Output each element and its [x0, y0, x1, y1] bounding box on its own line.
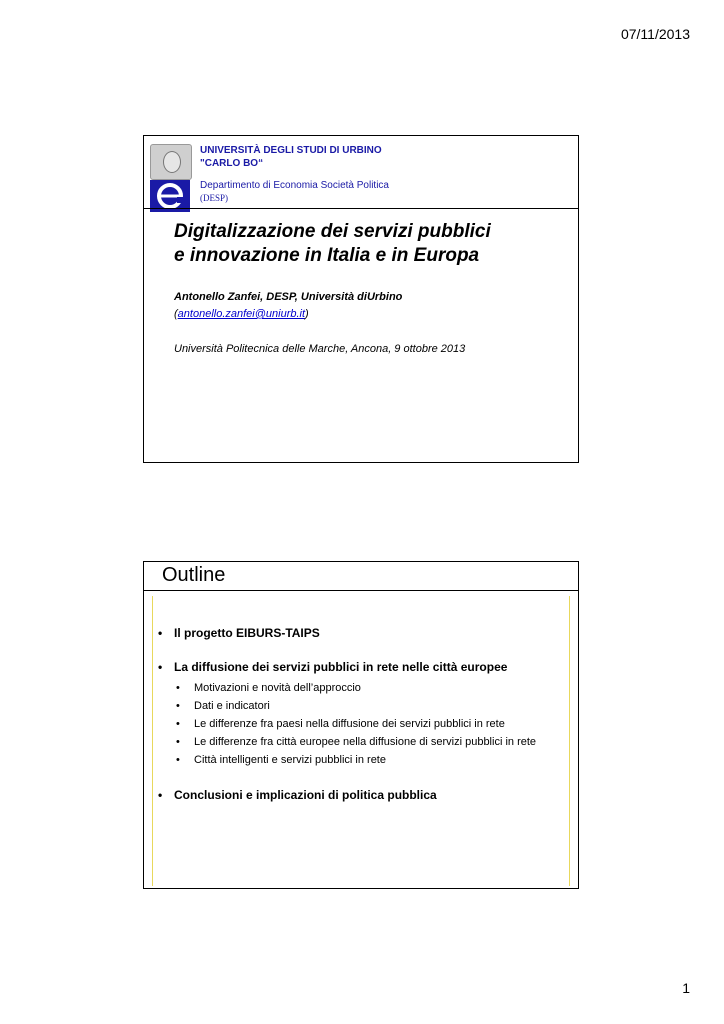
university-logo: [150, 144, 192, 204]
list-item: • La diffusione dei servizi pubblici in rete nelle città europee • Motivazioni e novità dell’approccio • Dati e indicatori • Le differenze fra paesi nella diffusione dei servizi pubblici in rete • Le differenze fra città europee nella diffusione di servizi pubblici in rete • Città intelligenti e servizi pubblici in rete: [158, 660, 568, 768]
title-slide: [143, 135, 579, 463]
title-divider: [144, 590, 578, 591]
sub-list-item: • Città intelligenti e servizi pubblici in rete: [176, 754, 386, 766]
email-link[interactable]: antonello.zanfei@uniurb.it: [177, 308, 306, 320]
department-name: Departimento di Economia Società Politica: [200, 180, 389, 191]
sub-list-item: • Motivazioni e novità dell’approccio: [176, 682, 361, 694]
author: Antonello Zanfei, DESP, Università diUrbino: [174, 291, 403, 303]
sub-list-item: • Le differenze fra paesi nella diffusione dei servizi pubblici in rete: [176, 718, 505, 730]
sub-list: [158, 680, 568, 768]
guide-line-left: [152, 596, 153, 886]
university-seal-icon: [150, 144, 192, 180]
page-number: 1: [682, 980, 690, 996]
outline-slide: [143, 561, 579, 889]
sub-list-item: • Le differenze fra città europee nella diffusione di servizi pubblici in rete: [176, 736, 537, 748]
slide-title: Outline: [162, 564, 226, 586]
sub-list-item: • Dati e indicatori: [176, 700, 270, 712]
department-abbreviation: (DESP): [200, 193, 229, 203]
venue: Università Politecnica delle Marche, Ancona, 9 ottobre 2013: [174, 343, 466, 355]
header-divider: [144, 208, 578, 209]
list-item: • Il progetto EIBURS-TAIPS: [158, 626, 320, 640]
list-item: • Conclusioni e implicazioni di politica pubblica: [158, 788, 437, 802]
email-line: (antonello.zanfei@uniurb.it): [174, 308, 309, 320]
guide-line-right: [569, 596, 570, 886]
outline-list: [158, 626, 568, 802]
university-name: UNIVERSITÀ DEGLI STUDI DI URBINO "CARLO BO“: [200, 145, 382, 169]
presentation-title: Digitalizzazione dei servizi pubblici e innovazione in Italia e in Europa: [174, 221, 491, 266]
page-date: 07/11/2013: [620, 26, 690, 42]
